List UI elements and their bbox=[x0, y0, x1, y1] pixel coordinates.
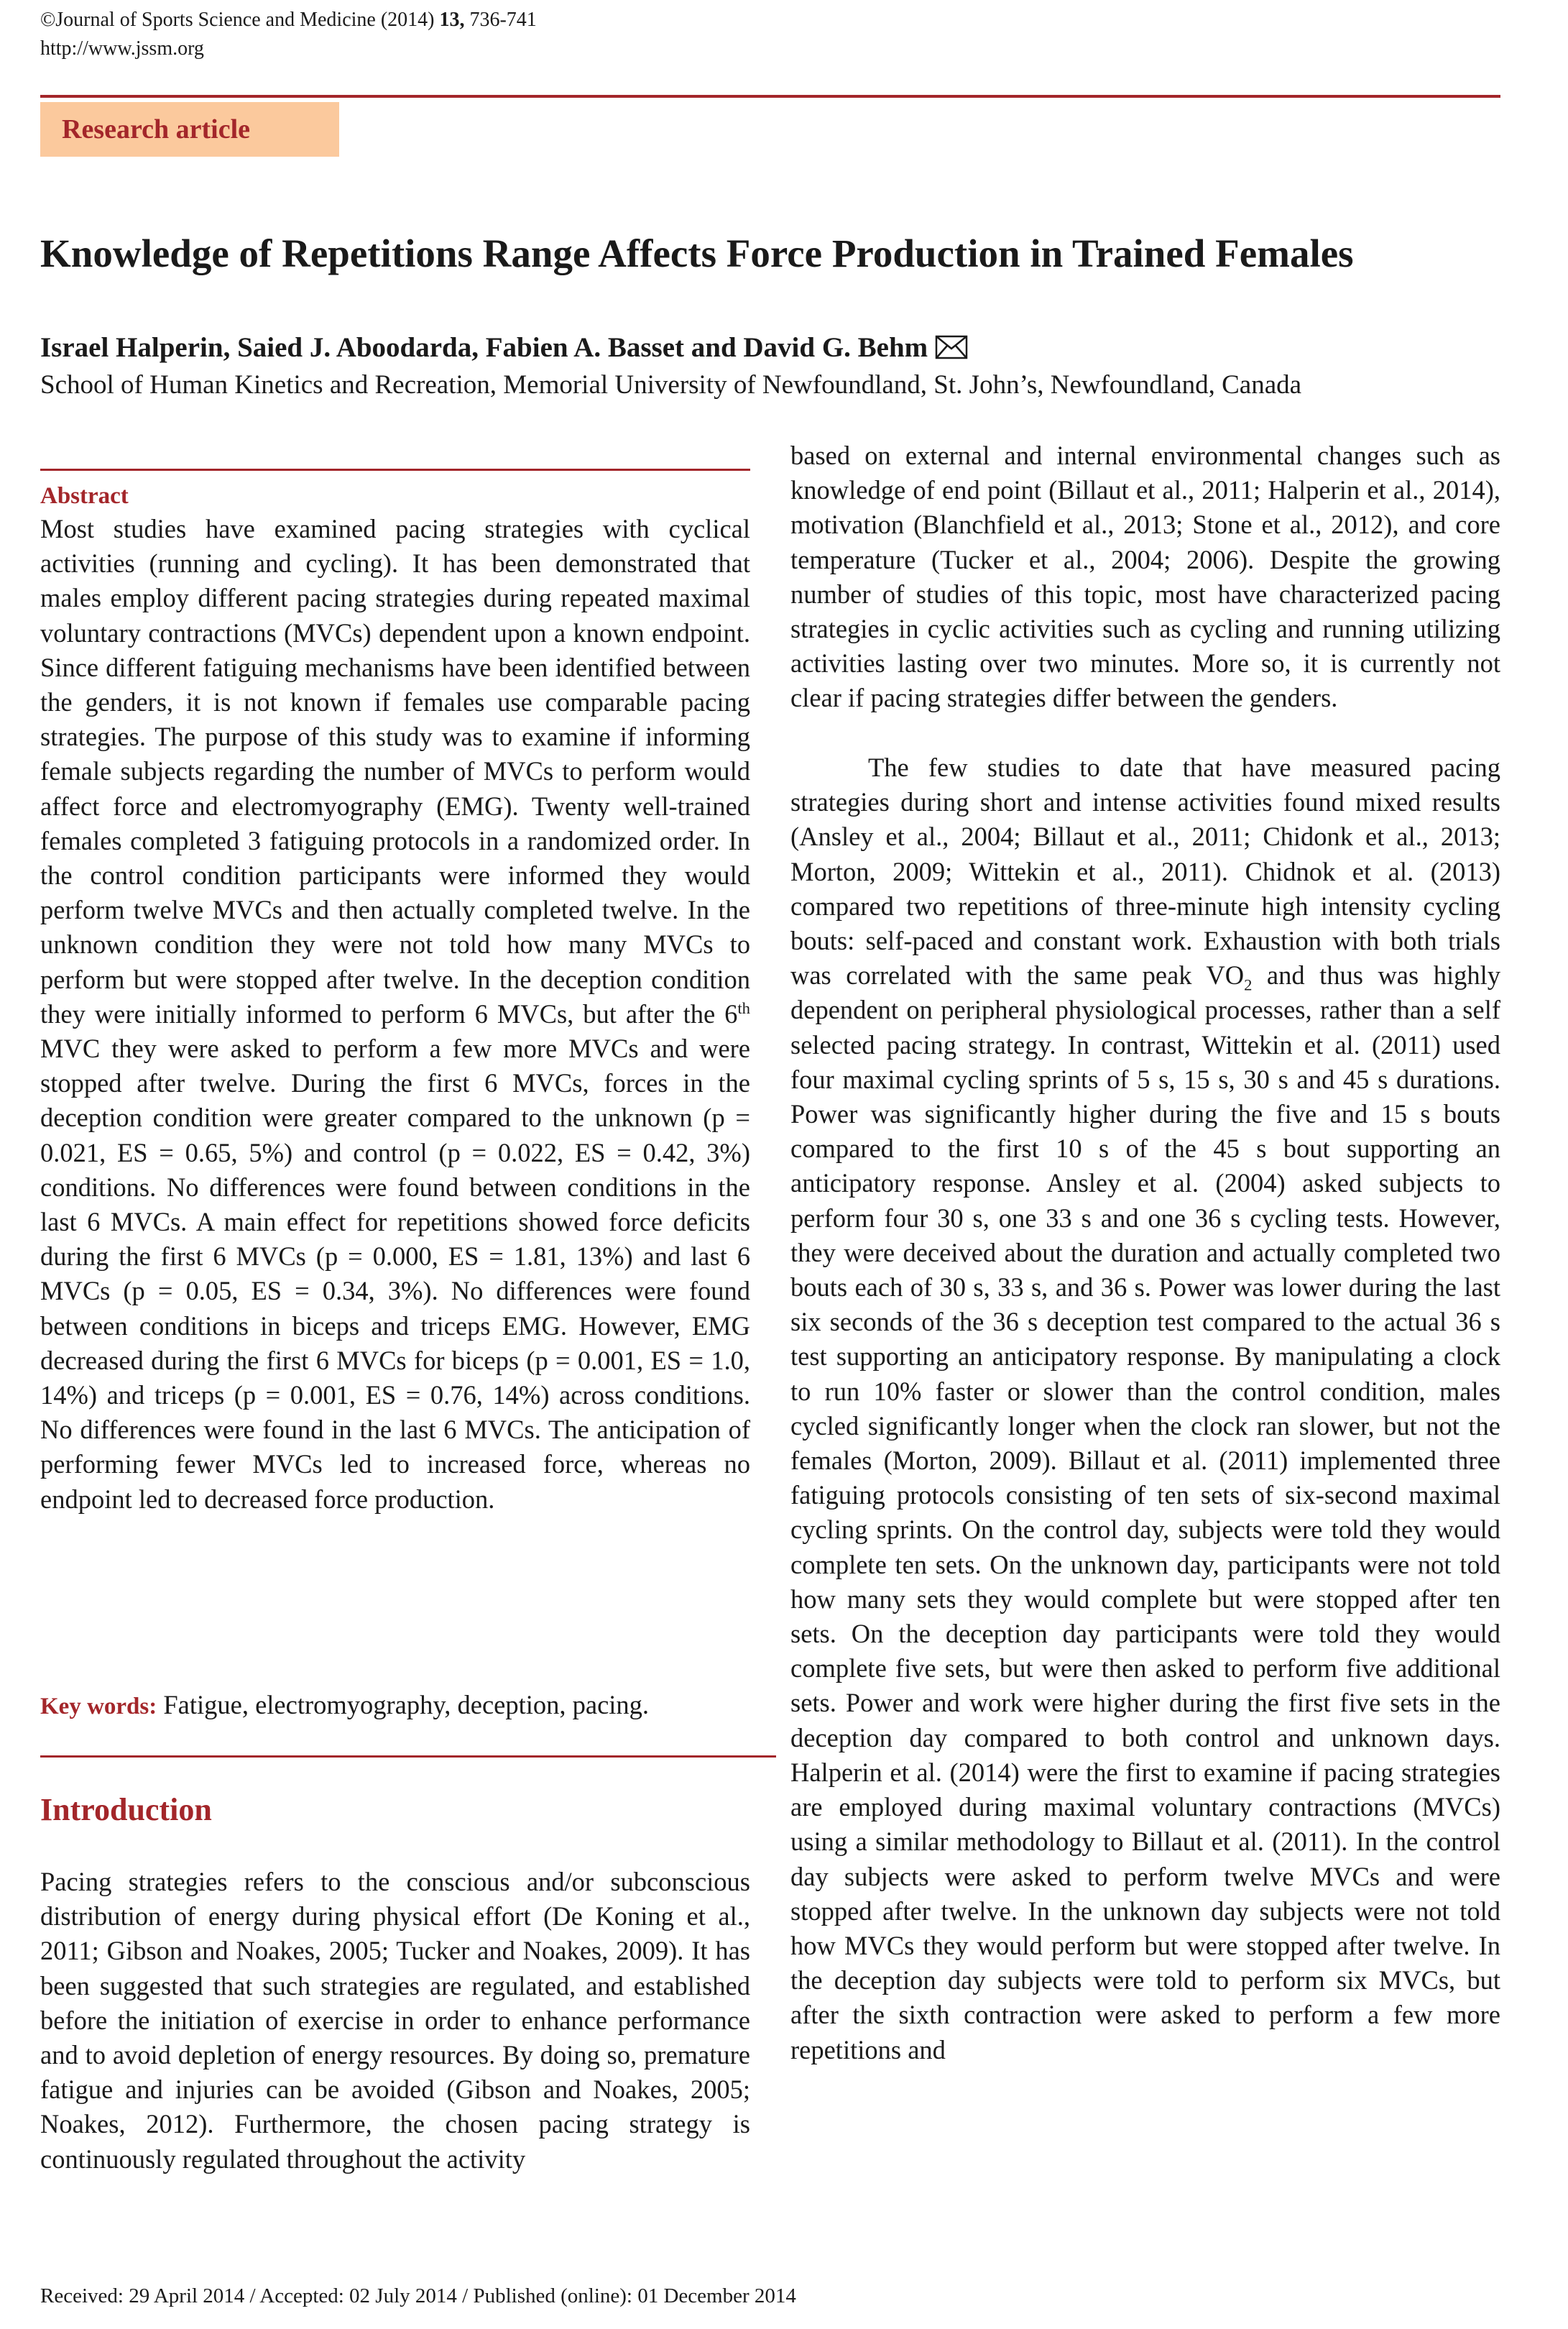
abstract-text-part2: MVC they were asked to perform a few more MVCs and were stopped after twelve. During the first 6 MVCs, forces in the deception condition were greater compared to the unknown (p = 0.021, ES = 0.65, 5%) and control (p = 0.022, ES = 0.42, 3%) conditions. No differences were found between conditions in the last 6 MVCs. A main effect for repetitions showed force deficits during the first 6 MVCs (p = 0.000, ES = 1.81, 13%) and last 6 MVCs (p = 0.05, ES = 0.34, 3%). No differences were found between conditions in biceps and triceps EMG. However, EMG decreased during the first 6 MVCs for biceps (p = 0.001, ES = 1.0, 14%) and triceps (p = 0.001, ES = 0.76, 14%) across conditions. No differences were found in the last 6 MVCs. The anticipation of performing fewer MVCs led to increased force, whereas no endpoint led to decreased force production. bbox=[40, 1034, 750, 1514]
journal-pages: 736-741 bbox=[464, 9, 537, 31]
keywords-text: Fatigue, electromyography, deception, pacing. bbox=[157, 1690, 650, 1719]
header-divider bbox=[40, 95, 1500, 98]
envelope-icon[interactable] bbox=[935, 332, 968, 369]
authors-text: Israel Halperin, Saied J. Aboodarda, Fabien A. Basset and David G. Behm bbox=[40, 332, 928, 363]
journal-url[interactable]: http://www.jssm.org bbox=[40, 37, 204, 60]
right-column-paragraph-1: based on external and internal environmental changes such as knowledge of end point (Billaut et al., 2011; Halperin et al., 2014), motivation (Blanchfield et al., 2013; Stone et al., 2012), and core temperature (Tucker et al., 2004; 2006). Despite the growing number of studies of this topic, most have characterized pacing strategies in cyclic activities such as cycling and running utilizing activities lasting over two minutes. More so, it is currently not clear if pacing strategies differ between the genders. bbox=[790, 441, 1500, 713]
introduction-heading: Introduction bbox=[40, 1792, 212, 1827]
article-title: Knowledge of Repetitions Range Affects Force Production in Trained Females bbox=[40, 231, 1354, 275]
publication-dates: Received: 29 April 2014 / Accepted: 02 July 2014 / Published (online): 01 December 2014 bbox=[40, 2284, 796, 2307]
paragraph-2-text-part1: The few studies to date that have measured pacing strategies during short and intense activities found mixed results (Ansley et al., 2004; Billaut et al., 2011; Chidonk et al., 2013; Morton, 2009; Wittekin et al., 2011). Chidnok et al. (2013) compared two repetitions of three-minute high intensity cycling bouts: self-paced and constant work. Exhaustion with both trials was correlated with the same peak VO bbox=[790, 753, 1500, 991]
author-affiliation: School of Human Kinetics and Recreation, Memorial University of Newfoundland, St. John’s, Newfoundland, Canada bbox=[40, 370, 1302, 400]
keywords-label: Key words: bbox=[40, 1694, 157, 1719]
keywords-divider bbox=[40, 1755, 776, 1758]
journal-volume: 13, bbox=[439, 9, 465, 31]
abstract-heading: Abstract bbox=[40, 483, 129, 509]
abstract-text-part1: Most studies have examined pacing strategies with cyclical activities (running and cycling). It has been demonstrated that males employ different pacing strategies during repeated maximal voluntary contractions (MVCs) dependent upon a known endpoint. Since different fatiguing mechanisms have been identified between the genders, it is not known if females use comparable pacing strategies. The purpose of this study was to examine if informing female subjects regarding the number of MVCs to perform would affect force and electromyography (EMG). Twenty well-trained females completed 3 fatiguing protocols in a randomized order. In the control condition participants were informed they would perform twelve MVCs and then actually completed twelve. In the unknown condition they were not told how many MVCs to perform but were stopped after twelve. In the deception condition they were initially informed to perform 6 MVCs, but after the 6 bbox=[40, 514, 750, 1029]
journal-name: ©Journal of Sports Science and Medicine (2014) bbox=[40, 9, 440, 31]
journal-citation bbox=[40, 7, 537, 33]
abstract-divider bbox=[40, 469, 750, 471]
paragraph-2-text-part2: and thus was highly dependent on peripheral physiological processes, rather than a self selected pacing strategy. In contrast, Wittekin et al. (2011) used four maximal cycling sprints of 5 s, 15 s, 30 s and 45 s durations. Power was significantly higher during the five and 15 s bouts compared to the first 10 s of the 45 s bout supporting an anticipatory response. Ansley et al. (2004) asked subjects to perform four 30 s, one 33 s and one 36 s cycling tests. However, they were deceived about the duration and actually completed two bouts each of 30 s, 33 s, and 36 s. Power was lower during the last six seconds of the 36 s deception test compared to the actual 36 s test supporting an anticipatory response. By manipulating a clock to run 10% faster or slower than the control condition, males cycled significantly longer when the clock ran slower, but not the females (Morton, 2009). Billaut et al. (2011) implemented three fatiguing protocols consisting of ten sets of six-second maximal cycling sprints. On the control day, subjects were told they would complete ten sets. On the unknown day, participants were not told how many sets they would complete but were stopped after ten sets. On the deception day participants were told they would complete five sets, but were then asked to perform five additional sets. Power and work were higher during the first five sets in the deception day compared to both control and unknown days. Halperin et al. (2014) were the first to examine if pacing strategies are employed during maximal voluntary contractions (MVCs) using a similar methodology to Billaut et al. (2011). In the control day subjects were asked to perform twelve MVCs and were stopped after twelve. In the unknown day subjects were not told how MVCs they would perform but were stopped after twelve. In the deception day subjects were told to perform six MVCs, but after the sixth contraction were asked to perform a few more repetitions and bbox=[790, 960, 1500, 2064]
abstract-body bbox=[40, 512, 750, 1517]
vo2-subscript: 2 bbox=[1244, 975, 1253, 994]
abstract-superscript: th bbox=[737, 998, 750, 1017]
article-type-badge: Research article bbox=[40, 102, 339, 157]
author-list bbox=[40, 329, 1521, 369]
introduction-body: Pacing strategies refers to the conscious and/or subconscious distribution of energy during physical effort (De Koning et al., 2011; Gibson and Noakes, 2005; Tucker and Noakes, 2009). It has been suggested that such strategies are regulated, and established before the initiation of exercise in order to enhance performance and to avoid depletion of energy resources. By doing so, premature fatigue and injuries can be avoided (Gibson and Noakes, 2005; Noakes, 2012). Furthermore, the chosen pacing strategy is continuously regulated throughout the activity bbox=[40, 1867, 750, 2174]
keywords bbox=[40, 1688, 750, 1724]
right-column-paragraph-2 bbox=[790, 750, 1500, 2067]
